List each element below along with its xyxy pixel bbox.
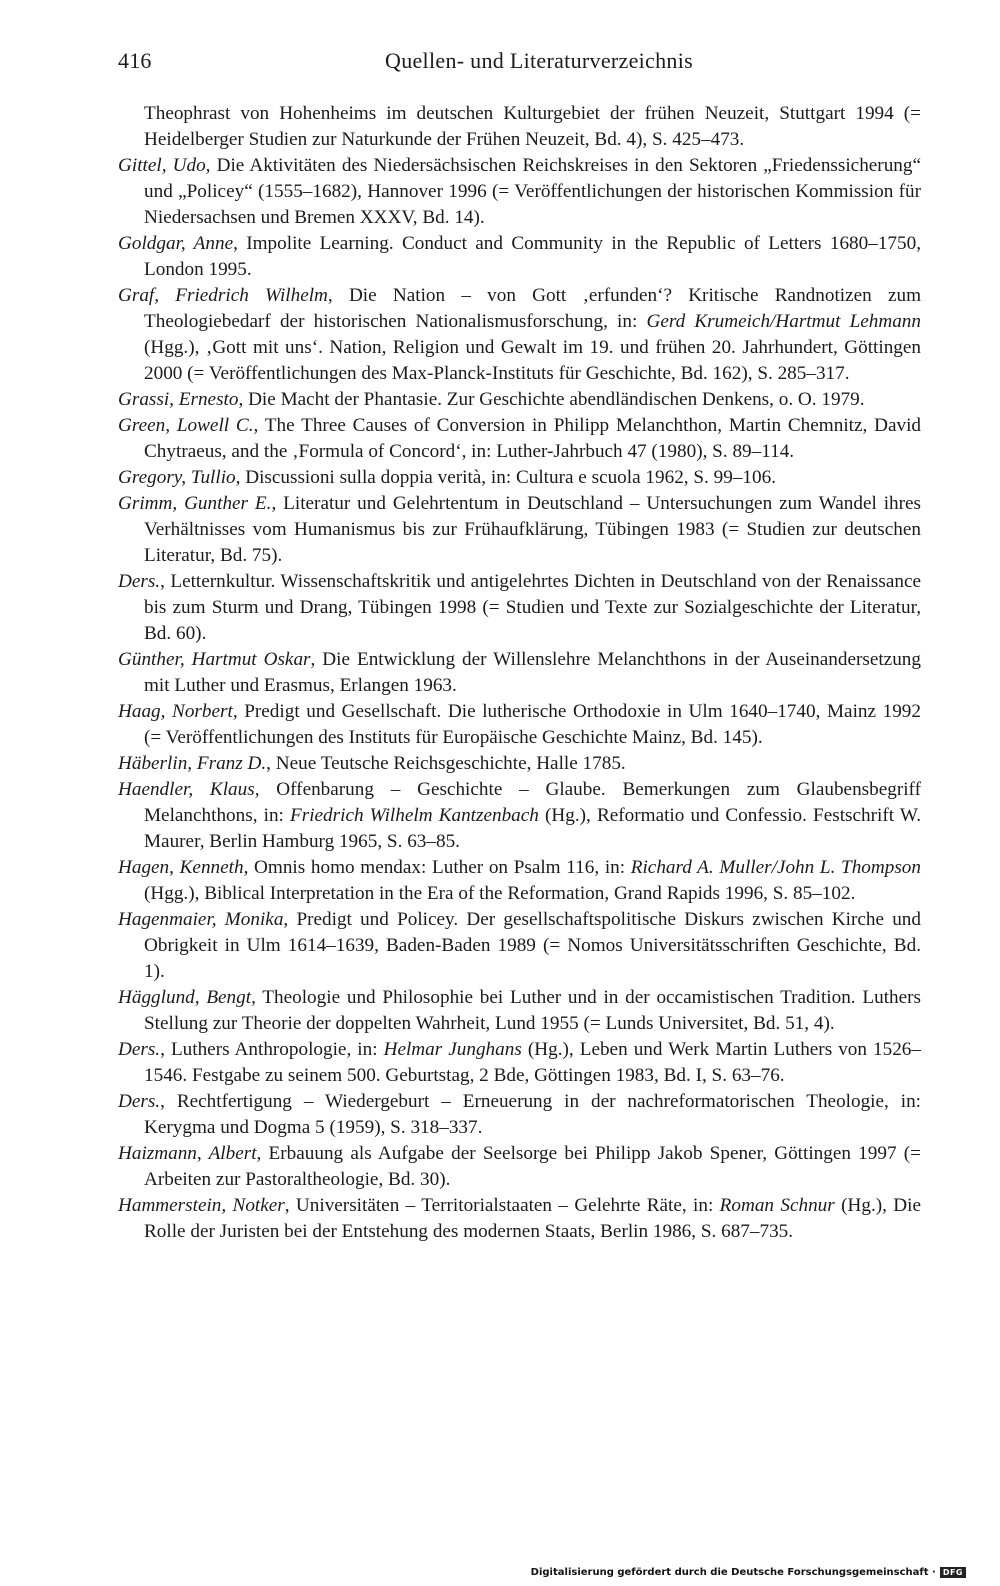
entry-text: , Die Aktivitäten des Niedersächsischen Reichskreises in den Sektoren „Friedenssicherung“ und „Policey“ (1555–1682), Hannover 1996 (= Veröffentlichungen der historischen Kommission für Niedersachsen und Bremen XXXV, Bd. 14). [144,155,921,228]
bibliography-entry [118,985,921,1037]
digitization-credit [531,1567,966,1578]
entry-author: Haizmann, Albert [118,1143,257,1164]
page-number: 416 [118,48,152,73]
bibliography-list [118,101,921,1245]
bibliography-entry [118,855,921,907]
entry-author: Hammerstein, Notker [118,1195,285,1216]
entry-author: Hagen, Kenneth [118,857,244,878]
entry-author: Goldgar, Anne [118,233,234,254]
entry-author: Green, Lowell C. [118,415,254,436]
bibliography-entry [118,387,921,413]
entry-text: , Die Nation – von Gott ‚erfunden‘? Kritische Randnotizen zum Theologiebedarf der historischen Nationalismusforschung, in: [144,285,921,332]
bibliography-entry [118,1141,921,1193]
bibliography-entry [118,699,921,751]
entry-text: , Impolite Learning. Conduct and Community in the Republic of Letters 1680–1750, London 1995. [144,233,921,280]
entry-text: Theophrast von Hohenheims im deutschen Kulturgebiet der frühen Neuzeit, Stuttgart 1994 (= Heidelberger Studien zur Naturkunde der Frühen Neuzeit, Bd. 4), S. 425–473. [144,103,921,150]
entry-text: , Omnis homo mendax: Luther on Psalm 116, in: [243,857,631,878]
entry-text: (Hgg.), Biblical Interpretation in the Era of the Reformation, Grand Rapids 1996, S. 85–102. [144,883,856,904]
entry-text: , Theologie und Philosophie bei Luther und in der occamistischen Tradition. Luthers Stellung zur Theorie der doppelten Wahrheit, Lund 1955 (= Lunds Universitet, Bd. 51, 4). [144,987,921,1034]
entry-text: , Predigt und Gesellschaft. Die lutherische Orthodoxie in Ulm 1640–1740, Mainz 1992 (= Veröffentlichungen des Instituts für Europäische Geschichte Mainz, Bd. 145). [144,701,921,748]
entry-author: Gittel, Udo [118,155,206,176]
bibliography-entry [118,231,921,283]
bibliography-entry [118,751,921,777]
bibliography-entry [118,153,921,231]
entry-author: Gregory, Tullio [118,467,236,488]
bibliography-entry [118,1089,921,1141]
entry-author: Hagenmaier, Monika [118,909,284,930]
entry-text: , Luthers Anthropologie, in: [160,1039,384,1060]
entry-author: Grimm, Gunther E. [118,493,272,514]
entry-editor: Friedrich Wilhelm Kantzenbach [290,805,539,826]
entry-text: (Hgg.), ‚Gott mit uns‘. Nation, Religion und Gewalt im 19. und frühen 20. Jahrhundert, Göttingen 2000 (= Veröffentlichungen des Max-Planck-Instituts für Geschichte, Bd. 162), S. 285–317. [144,337,921,384]
bibliography-entry [118,413,921,465]
entry-text: (Hg.), Die Rolle der Juristen bei der Entstehung des modernen Staats, Berlin 1986, S. 687–735. [144,1195,921,1242]
bibliography-entry [118,647,921,699]
entry-author: Haag, Norbert [118,701,233,722]
entry-author: Hägglund, Bengt [118,987,252,1008]
entry-text: , Universitäten – Territorialstaaten – Gelehrte Räte, in: [284,1195,720,1216]
entry-editor: Helmar Junghans [383,1039,522,1060]
entry-text: , Literatur und Gelehrtentum in Deutschland – Untersuchungen zum Wandel ihres Verhältnisses vom Humanismus bis zur Frühaufklärung, Tübingen 1983 (= Studien zur deutschen Literatur, Bd. 75). [144,493,921,566]
entry-text: , Predigt und Policey. Der gesellschaftspolitische Diskurs zwischen Kirche und Obrigkeit in Ulm 1614–1639, Baden-Baden 1989 (= Nomos Universitätsschriften Geschichte, Bd. 1). [144,909,921,982]
entry-author: Haendler, Klaus [118,779,255,800]
entry-text: , Discussioni sulla doppia verità, in: Cultura e scuola 1962, S. 99–106. [235,467,777,488]
running-head: Quellen- und Literaturverzeichnis [385,48,693,73]
entry-author: Ders. [118,571,161,592]
entry-text: , Die Macht der Phantasie. Zur Geschichte abendländischen Denkens, o. O. 1979. [238,389,865,410]
entry-text: , Die Entwicklung der Willenslehre Melanchthons in der Auseinandersetzung mit Luther und Erasmus, Erlangen 1963. [144,649,921,696]
credit-text: Digitalisierung gefördert durch die Deutsche Forschungsgemeinschaft · [530,1567,936,1578]
entry-text: , The Three Causes of Conversion in Philipp Melanchthon, Martin Chemnitz, David Chytraeus, and the ‚Formula of Concord‘, in: Luther-Jahrbuch 47 (1980), S. 89–114. [144,415,922,462]
entry-author: Günther, Hartmut Oskar [118,649,311,670]
dfg-logo: DFG [940,1567,966,1578]
entry-author: Ders. [118,1039,161,1060]
entry-editor: Richard A. Muller/John L. Thompson [630,857,921,878]
bibliography-entry [118,777,921,855]
bibliography-entry [118,465,921,491]
entry-editor: Gerd Krumeich/Hartmut Lehmann [646,311,921,332]
entry-text: (Hg.), Reformatio und Confessio. Festschrift W. Maurer, Berlin Hamburg 1965, S. 63–85. [144,805,921,852]
entry-author: Häberlin, Franz D. [118,753,267,774]
bibliography-entry [118,907,921,985]
entry-author: Graf, Friedrich Wilhelm [118,285,328,306]
entry-author: Grassi, Ernesto [118,389,239,410]
entry-text: , Rechtfertigung – Wiedergeburt – Erneuerung in der nachreformatorischen Theologie, in: Kerygma und Dogma 5 (1959), S. 318–337. [144,1091,921,1138]
entry-text: , Neue Teutsche Reichsgeschichte, Halle 1785. [266,753,626,774]
page-header [118,48,920,82]
entry-text: (Hg.), Leben und Werk Martin Luthers von 1526–1546. Festgabe zu seinem 500. Geburtstag, 2 Bde, Göttingen 1983, Bd. I, S. 63–76. [144,1039,921,1086]
bibliography-entry [118,491,921,569]
entry-author: Ders. [118,1091,161,1112]
entry-text: , Offenbarung – Geschichte – Glaube. Bemerkungen zum Glaubensbegriff Melanchthons, in: [144,779,921,826]
bibliography-entry [118,101,921,153]
bibliography-entry [118,1037,921,1089]
entry-text: , Erbauung als Aufgabe der Seelsorge bei Philipp Jakob Spener, Göttingen 1997 (= Arbeiten zur Pastoraltheologie, Bd. 30). [144,1143,921,1190]
entry-text: , Letternkultur. Wissenschaftskritik und antigelehrtes Dichten in Deutschland von der Renaissance bis zum Sturm und Drang, Tübingen 1998 (= Studien und Texte zur Sozialgeschichte der Literatur, Bd. 60). [144,571,921,644]
bibliography-entry [118,283,921,387]
bibliography-entry [118,569,921,647]
entry-editor: Roman Schnur [719,1195,835,1216]
bibliography-entry [118,1193,921,1245]
